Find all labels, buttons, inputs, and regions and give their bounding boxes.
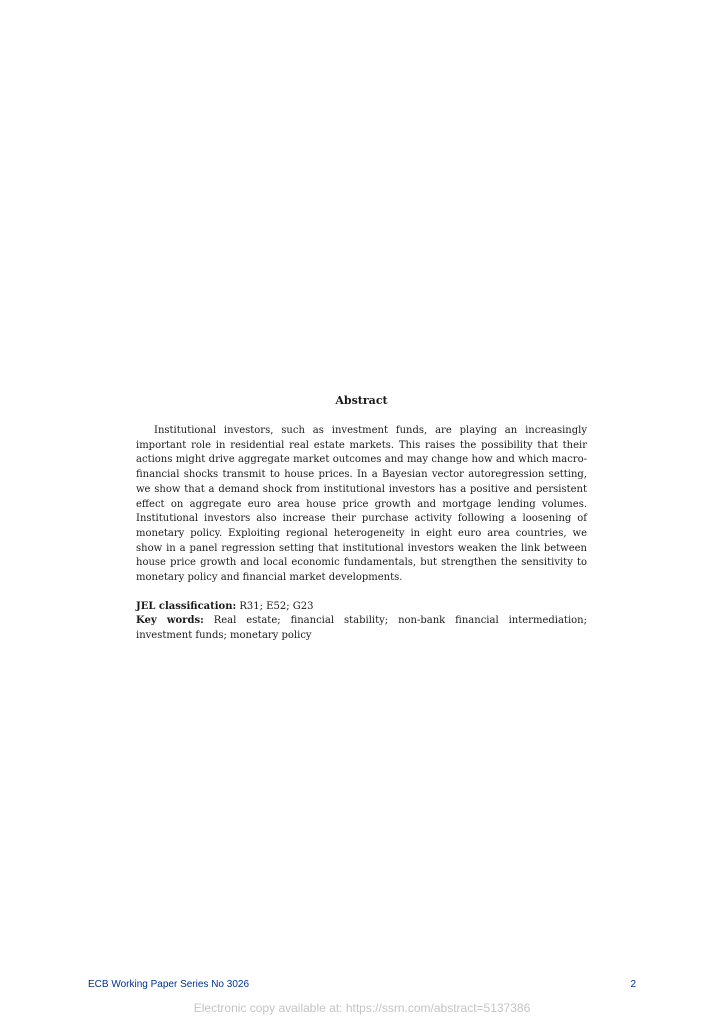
abstract-metadata [136,600,587,644]
keywords-value: Real estate; financial stability; non-bank financial intermediation; investment funds; monetary policy [136,615,587,642]
abstract-section [136,393,587,644]
abstract-heading: Abstract [335,394,388,407]
jel-label: JEL classification: [136,600,237,612]
page-footer [88,979,636,990]
footer-series: ECB Working Paper Series No 3026 [88,979,250,990]
keywords-label: Key words: [136,615,204,627]
footer-page-number: 2 [630,979,636,990]
jel-classification [136,600,587,615]
keywords [136,614,587,643]
ssrn-watermark: Electronic copy available at: https://ssrn.com/abstract=5137386 [193,1001,531,1015]
abstract-body: Institutional investors, such as investment funds, are playing an increasingly important role in residential real estate markets. This raises the possibility that their actions might drive aggregate market outcomes and may change how and which macro-financial shocks transmit to house prices. In a Bayesian vector autoregression setting, we show that a demand shock from institutional investors has a positive and persistent effect on aggregate euro area house price growth and mortgage lending volumes. Institutional investors also increase their purchase activity following a loosening of monetary policy. Exploiting regional heterogeneity in eight euro area countries, we show in a panel regression setting that institutional investors weaken the link between house price growth and local economic fundamentals, but strengthen the sensitivity to monetary policy and financial market developments. [136,425,587,584]
jel-value: R31; E52; G23 [239,600,314,612]
